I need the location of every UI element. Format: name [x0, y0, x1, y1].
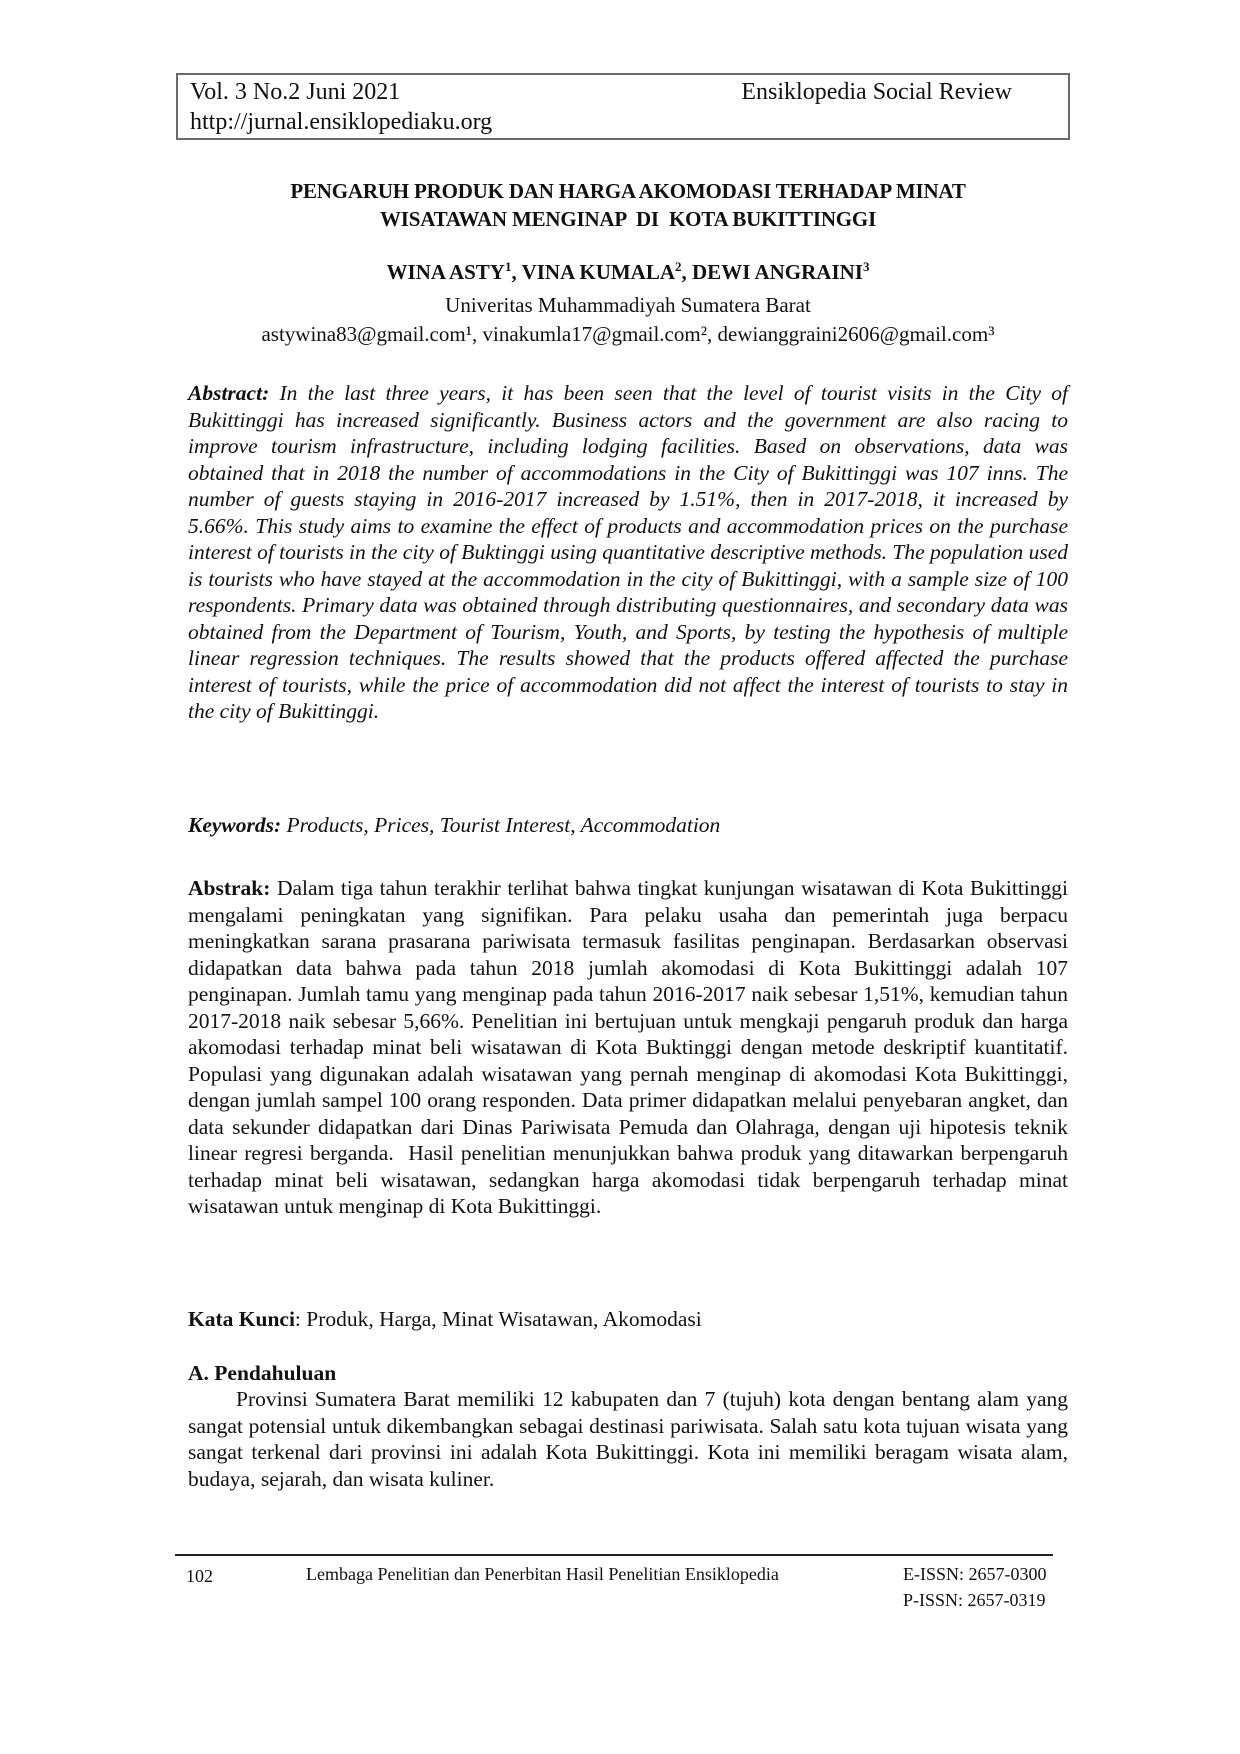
author-separator: ,	[681, 260, 693, 284]
author-list	[188, 258, 1068, 286]
journal-name: Ensiklopedia Social Review	[741, 79, 1012, 105]
volume-issue: Vol. 3 No.2 Juni 2021	[190, 79, 401, 105]
abstract-indonesian	[188, 875, 1074, 1220]
author-affil-mark: 1	[504, 259, 512, 274]
title-line-2: WISATAWAN MENGINAP DI KOTA BUKITTINGGI	[379, 207, 877, 231]
section-heading-pendahuluan: A. Pendahuluan	[188, 1361, 337, 1385]
keywords-text: Products, Prices, Tourist Interest, Accommodation	[281, 813, 721, 837]
page-number: 102	[186, 1566, 213, 1586]
keywords-indonesian	[188, 1306, 1068, 1333]
author-name: VINA KUMALA	[521, 260, 676, 284]
author-affil-mark: 2	[675, 259, 682, 274]
affiliation: Univeritas Muhammadiyah Sumatera Barat	[445, 293, 811, 317]
abstract-english	[188, 380, 1068, 725]
author-separator: ,	[511, 260, 522, 284]
journal-url[interactable]: http://jurnal.ensiklopediaku.org	[190, 109, 493, 135]
keywords-label: Keywords:	[188, 813, 282, 837]
kata-kunci-text: : Produk, Harga, Minat Wisatawan, Akomodasi	[294, 1307, 702, 1331]
e-issn: E-ISSN: 2657-0300	[903, 1564, 1047, 1584]
p-issn: P-ISSN: 2657-0319	[903, 1590, 1046, 1610]
kata-kunci-label: Kata Kunci	[188, 1307, 295, 1331]
abstract-text: In the last three years, it has been seen that the level of tourist visits in the City of Bukittinggi has increased significantly. Business actors and the government are also racing to improve tourism infrastructure, including lodging facilities. Based on observations, data was obtained that in 2018 the number of accommodations in the City of Bukittinggi was 107 inns. The number of guests staying in 2016-2017 increased by 1.51%, then in 2017-2018, it increased by 5.66%. This study aims to examine the effect of products and accommodation prices on the purchase interest of tourists in the city of Buktinggi using quantitative descriptive methods. The population used is tourists who have stayed at the accommodation in the city of Bukittinggi, with a sample size of 100 respondents. Primary data was obtained through distributing questionnaires, and secondary data was obtained from the Department of Tourism, Youth, and Sports, by testing the hypothesis of multiple linear regression techniques. The results showed that the products offered affected the purchase interest of tourists, while the price of accommodation did not affect the interest of tourists to stay in the city of Bukittinggi.	[188, 381, 1069, 723]
author-name: WINA ASTY	[386, 260, 505, 284]
abstrak-text: Dalam tiga tahun terakhir terlihat bahwa tingkat kunjungan wisatawan di Kota Bukittinggi mengalami peningkatan yang signifikan. Para pelaku usaha dan pemerintah juga berpacu meningkatkan sarana prasarana pariwisata termasuk fasilitas penginapan. Berdasarkan observasi didapatkan data bahwa pada tahun 2018 jumlah akomodasi di Kota Bukittinggi adalah 107 penginapan. Jumlah tamu yang menginap pada tahun 2016-2017 naik sebesar 1,51%, kemudian tahun 2017-2018 naik sebesar 5,66%. Penelitian ini bertujuan untuk mengkaji pengaruh produk dan harga akomodasi terhadap minat beli wisatawan di Kota Buktinggi dengan metode deskriptif kuantitatif. Populasi yang digunakan adalah wisatawan yang pernah menginap di akomodasi Kota Bukittinggi, dengan jumlah sampel 100 orang responden. Data primer didapatkan melalui penyebaran angket, dan data sekunder didapatkan dari Dinas Pariwisata Pemuda dan Olahraga, dengan uji hipotesis teknik linear regresi berganda. Hasil penelitian menunjukkan bahwa produk yang ditawarkan berpengaruh terhadap minat beli wisatawan, sedangkan harga akomodasi tidak berpengaruh terhadap minat wisatawan untuk menginap di Kota Bukittinggi.	[188, 876, 1074, 1218]
abstract-label: Abstract:	[188, 381, 270, 405]
keywords-english	[188, 812, 1068, 839]
title-line-1: PENGARUH PRODUK DAN HARGA AKOMODASI TERHADAP MINAT	[290, 179, 966, 203]
article-title	[188, 177, 1068, 233]
publisher-name: Lembaga Penelitian dan Penerbitan Hasil Penelitian Ensiklopedia	[306, 1564, 779, 1584]
running-header	[176, 73, 1070, 140]
intro-paragraph: Provinsi Sumatera Barat memiliki 12 kabupaten dan 7 (tujuh) kota dengan bentang alam yang sangat potensial untuk dikembangkan sebagai destinasi pariwisata. Salah satu kota tujuan wisata yang sangat terkenal dari provinsi ini adalah Kota Bukittinggi. Kota ini memiliki beragam wisata alam, budaya, sejarah, dan wisata kuliner.	[188, 1387, 1068, 1491]
author-emails[interactable]: astywina83@gmail.com¹, vinakumla17@gmail.com², dewianggraini2606@gmail.com³	[261, 322, 995, 346]
author-name: DEWI ANGRAINI	[692, 260, 863, 284]
footer-divider	[175, 1554, 1053, 1556]
author-affil-mark: 3	[862, 259, 870, 274]
abstrak-label: Abstrak:	[188, 876, 271, 900]
